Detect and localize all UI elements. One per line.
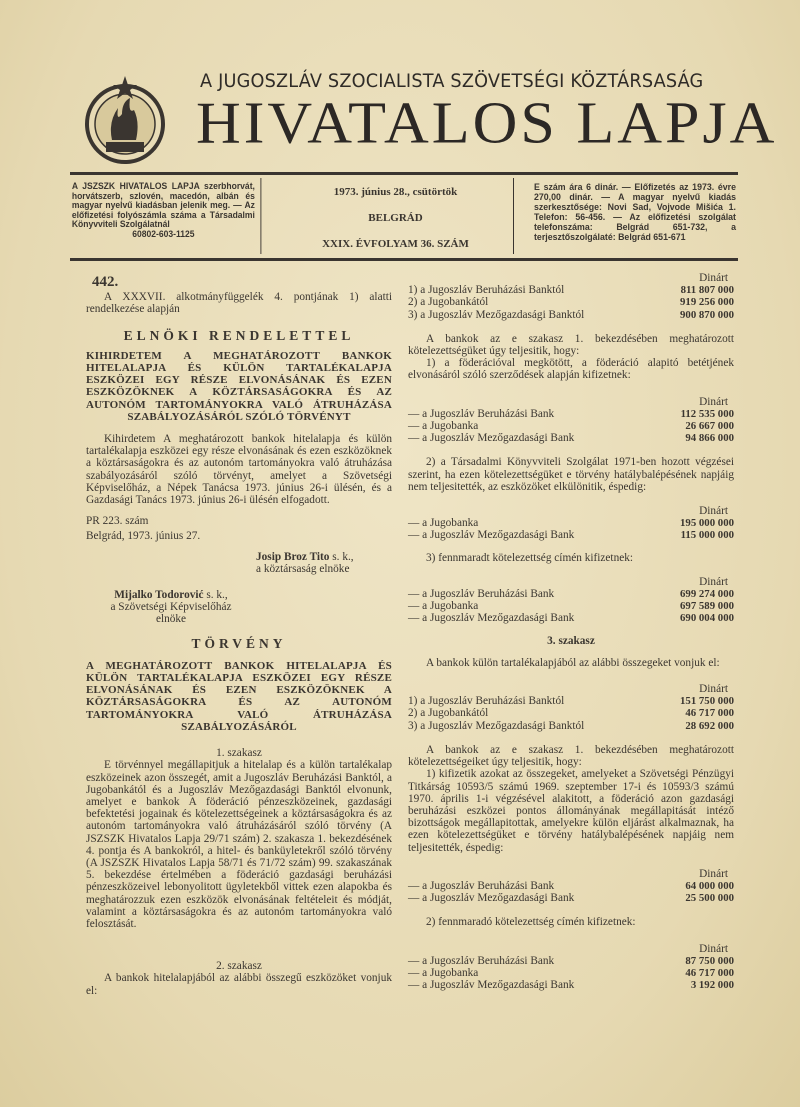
signatory-suffix: s. k., xyxy=(203,589,228,602)
section-1-body: E törvénnyel megállapitjuk a hitelalap és a külön tartalékalap eszközeinek azon összegét, amit a Jugoszláv Beruházási Banktól, a Jugobankától és a Jugoszláv Mezőgazdasági Banktól elvonunk, amelyet e bankok A föderáció pénzeszközeinek, gazdasági befektetési jogainak és kötelezettségeinek a köztársaságokra és az autonóm tartományokra való átruházásáról szóló törvény (A JSZSZK Hivatalos Lapja 29/71 szám) 2. szakasza 1. bekezdésének 4. pontja és A bankokról, a hitel- és banküyletekről szóló törvény (A JSZSZK Hivatalos Lapja 58/71 és 71/72 szám) 99. szakaszának 5. bekezdése értelmében a föderáció gazdasági beruházási pénzeszközeivel lebonyolitott ügyletekből vittek ezen alapokba és meghatározzuk ezen eszközök elvonásának feltételeit és módját, valamint a köztársaságokra és az autonóm tartományokra való felosztását. xyxy=(86,759,392,930)
currency-header: Dinárt xyxy=(699,575,728,588)
amount-row xyxy=(408,892,734,904)
amount-row xyxy=(408,309,734,321)
amount-row xyxy=(408,517,734,529)
amount-value: 697 589 000 xyxy=(680,600,734,613)
amount-label: — a Jugoszláv Beruházási Bank xyxy=(408,407,555,420)
amount-label: — a Jugobanka xyxy=(408,420,479,433)
signatory-suffix: s. k., xyxy=(329,550,354,563)
account-number: 60802-603-1125 xyxy=(132,228,195,239)
decree-intro: A XXXVII. alkotmányfüggelék 4. pontjának 1) alatti rendelkezése alapján xyxy=(86,291,392,316)
amount-row xyxy=(408,284,734,296)
paragraph: 3) fennmaradt kötelezettség címén kifizetnek: xyxy=(426,551,634,564)
signature-tito xyxy=(86,551,392,575)
amount-value: 811 807 000 xyxy=(680,284,734,297)
issue-info xyxy=(278,178,514,254)
amount-table xyxy=(408,517,734,541)
paragraph: A bankok az e szakasz 1. bekezdésében meghatározott kötelezettségüket úgy teljesitik, hogy: xyxy=(408,332,734,358)
amount-value: 46 717 000 xyxy=(685,707,734,720)
amount-row xyxy=(408,707,734,719)
amount-value: 87 750 000 xyxy=(685,954,734,967)
paragraph: A bankok az e szakasz 1. bekezdésében meghatározott kötelezettségeiket úgy teljesitik, hogy: xyxy=(408,743,734,769)
amount-label: — a Jugoszláv Beruházási Bank xyxy=(408,954,555,967)
paragraph: 2) a Társadalmi Könyvviteli Szolgálat 1971-ben hozott végzései szerint, ha ezen kötelezettségüket e törvény hatálybalépésének napjáig nem teljesitették, az eszközöket elkülönitik, éspedig: xyxy=(408,456,734,493)
coat-of-arms-emblem xyxy=(82,72,168,168)
issue-date: 1973. június 28., csütörtök xyxy=(333,186,458,198)
amount-value: 46 717 000 xyxy=(685,966,734,979)
amount-value: 25 500 000 xyxy=(685,892,734,905)
amount-row xyxy=(408,432,734,444)
amount-row xyxy=(408,600,734,612)
section-3-heading: 3. szakasz xyxy=(547,634,595,647)
amount-value: 26 667 000 xyxy=(685,420,734,433)
section-1-heading: 1. szakasz xyxy=(216,747,262,760)
signature-todorovic xyxy=(86,589,246,626)
amount-label: — a Jugoszláv Mezőgazdasági Bank xyxy=(408,892,575,905)
amount-label: 2) a Jugobankától xyxy=(408,296,489,309)
amount-value: 3 192 000 xyxy=(690,979,734,992)
amount-value: 699 274 000 xyxy=(680,588,734,601)
currency-header: Dinárt xyxy=(699,683,728,696)
top-rule xyxy=(70,172,738,175)
paragraph: 1) kifizetik azokat az összegeket, amelyeket a Szövetségi Pénzügyi Titkárság 10593/5 számú 1969. szeptember 17-i és 10593/3 számú 1970. április 1-i végzésével alakitott, a föderáció azon gazdasági beruházási eszközei pontos állományának megállapitását intéző bizottságok megállapitottak, amelyekre külön eljárást alkalmaznak, ha ezen kötelezettségüket e törvény hatálybalépésének napjáig nem teljesitették, éspedig: xyxy=(408,768,734,854)
amount-row xyxy=(408,967,734,979)
amount-value: 115 000 000 xyxy=(680,529,734,542)
amount-value: 28 692 000 xyxy=(685,719,734,732)
amount-table xyxy=(408,955,734,992)
amount-row xyxy=(408,420,734,432)
amount-value: 94 866 000 xyxy=(685,432,734,445)
decree-heading: ELNÖKI RENDELETTEL xyxy=(123,327,355,343)
section-2-body: A bankok hitelalapjából az alábbi összegű eszközöket vonjuk el: xyxy=(86,972,392,997)
masthead-supertitle: A JUGOSZLÁV SZOCIALISTA SZÖVETSÉGI KÖZTÁRSASÁG xyxy=(200,70,704,92)
amount-label: 3) a Jugoszláv Mezőgazdasági Banktól xyxy=(408,719,585,732)
reference-number: PR 223. szám xyxy=(86,515,149,528)
amount-table xyxy=(408,408,734,445)
amount-value: 195 000 000 xyxy=(680,517,734,530)
paragraph: 1) a föderációval megkötött, a föderáció alapitó betétjének elvonásáról szóló szerződések alapján kifizetnek: xyxy=(408,357,734,382)
law-heading: TÖRVÉNY xyxy=(191,635,287,651)
amount-row xyxy=(408,588,734,600)
left-column xyxy=(86,276,392,997)
currency-header: Dinárt xyxy=(699,505,728,518)
currency-header: Dinárt xyxy=(699,942,728,955)
bottom-rule xyxy=(70,258,738,261)
law-title: A MEGHATÁROZOTT BANKOK HITELALAPJA ÉS KÜLÖN TARTALÉKALAPJA ESZKÖZEI EGY RÉSZE ELVONÁSÁNAK ÉS EZEN ESZKÖZÖKNEK A KÖZTÁRSASÁGOKRA ÉS AZ AUTONÓM TARTOMÁNYOKRA VALÓ ÁTRUHÁZÁSA SZABÁLYOZÁSÁRÓL xyxy=(86,659,392,733)
proclamation-body: Kihirdetem A meghatározott bankok hitelalapja és külön tartalékalapja eszközei egy része elvonásának és ezen eszközöknek a köztársaságokra és az autonóm tartományokra való átruházása szabályozásáról szóló törvényt, amelyet a Szövetségi Képviselőház, a Népek Tanácsa 1973. június 26-i ülésén, és a Gazdasági Tanács 1973. június 26-i ülésén elfogadott. xyxy=(86,433,392,507)
amount-value: 900 870 000 xyxy=(680,308,734,321)
section-2-heading: 2. szakasz xyxy=(216,960,262,973)
amount-table xyxy=(408,695,734,732)
amount-row xyxy=(408,955,734,967)
amount-value: 690 004 000 xyxy=(680,612,734,625)
amount-row xyxy=(408,408,734,420)
amount-row xyxy=(408,612,734,624)
amount-label: — a Jugobanka xyxy=(408,966,479,979)
amount-table xyxy=(408,588,734,625)
amount-label: — a Jugobanka xyxy=(408,517,479,530)
amount-label: 1) a Jugoszláv Beruházási Banktól xyxy=(408,284,565,297)
amount-value: 64 000 000 xyxy=(685,879,734,892)
amount-row xyxy=(408,695,734,707)
amount-label: 1) a Jugoszláv Beruházási Banktól xyxy=(408,695,565,708)
amount-row xyxy=(408,880,734,892)
amount-value: 151 750 000 xyxy=(680,695,734,708)
amount-label: — a Jugobanka xyxy=(408,600,479,613)
amount-table xyxy=(408,284,734,321)
signatory-name: Josip Broz Tito xyxy=(256,550,330,563)
amount-label: — a Jugoszláv Beruházási Bank xyxy=(408,879,555,892)
amount-value: 919 256 000 xyxy=(680,296,734,309)
amount-value: 112 535 000 xyxy=(680,407,734,420)
amount-row xyxy=(408,979,734,991)
right-column xyxy=(408,272,734,991)
amount-table xyxy=(408,880,734,904)
issue-volume: XXIX. ÉVFOLYAM 36. SZÁM xyxy=(322,238,469,250)
paragraph: 2) fennmaradó kötelezettség címén kifizetnek: xyxy=(426,916,636,929)
amount-label: — a Jugoszláv Beruházási Bank xyxy=(408,588,555,601)
amount-label: 3) a Jugoszláv Mezőgazdasági Banktól xyxy=(408,308,585,321)
issue-city: BELGRÁD xyxy=(368,212,423,224)
price-info: E szám ára 6 dinár. — Előfizetés az 1973. évre 270,00 dinár. — A magyar nyelvű kiadás szerkesztősége: Novi Sad, Vojvode Mišića 1. Telefon: 56-456. — Az előfizetési szolgálat telefonszáma: Belgrád 651-732, a terjesztőszolgálaté: Belgrád 651-671 xyxy=(534,182,736,242)
amount-label: 2) a Jugobankától xyxy=(408,707,489,720)
publication-info xyxy=(70,178,261,254)
signatory-title: a köztársaság elnöke xyxy=(256,562,350,575)
amount-row xyxy=(408,529,734,541)
amount-row xyxy=(408,720,734,732)
signatory-title: elnöke xyxy=(155,613,187,626)
signatory-title: a Szövetségi Képviselőház xyxy=(110,601,232,614)
paragraph: A bankok külön tartalékalapjából az alábbi összegeket vonjuk el: xyxy=(426,656,720,669)
masthead-title: HIVATALOS LAPJA xyxy=(196,90,778,156)
amount-label: — a Jugoszláv Mezőgazdasági Bank xyxy=(408,529,575,542)
currency-header: Dinárt xyxy=(699,867,728,880)
publication-info-text: A JSZSZK HIVATALOS LAPJA szerbhorvát, horvátszerb, szlovén, macedón, albán és magyar nyelvű kiadásban jelenik meg. — Az előfizetési folyószámla száma a Társadalmi Könyvviteli Szolgálatnál xyxy=(71,181,255,230)
currency-header: Dinárt xyxy=(699,272,728,284)
decree-number: 442. xyxy=(92,274,119,290)
amount-row xyxy=(408,296,734,308)
proclamation-heading: KIHIRDETEM A MEGHATÁROZOTT BANKOK HITELALAPJA ÉS KÜLÖN TARTALÉKALAPJA ESZKÖZEI EGY RÉSZE ELVONÁSÁNAK ÉS EZEN ESZKÖZÖKNEK A KÖZTÁRSASÁGOKRA ÉS AZ AUTONÓM TARTOMÁNYOKRA VALÓ ÁTRUHÁZÁSA SZABÁLYOZÁSÁRÓL SZÓLÓ TÖRVÉNYT xyxy=(86,349,392,423)
signatory-name: Mijalko Todorović xyxy=(114,589,204,602)
amount-label: — a Jugoszláv Mezőgazdasági Bank xyxy=(408,432,575,445)
amount-label: — a Jugoszláv Mezőgazdasági Bank xyxy=(408,979,575,992)
currency-header: Dinárt xyxy=(699,395,728,408)
amount-label: — a Jugoszláv Mezőgazdasági Bank xyxy=(408,612,575,625)
place-date: Belgrád, 1973. június 27. xyxy=(86,530,201,543)
